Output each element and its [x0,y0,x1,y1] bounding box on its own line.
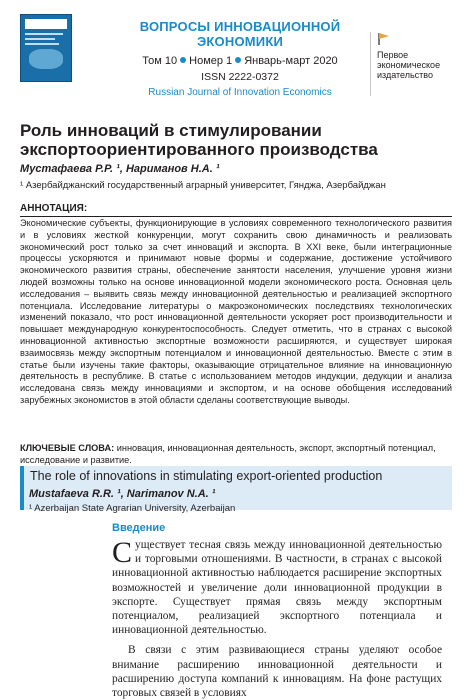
keywords-text: инновация, инновационная деятельность, экспорт, экспортный потенциал, исследование и развитие. [20,443,436,465]
issn: ISSN 2222-0372 [201,71,279,83]
cover-line [25,38,55,40]
abstract-heading: АННОТАЦИЯ: [20,203,452,217]
bullet-icon [180,57,186,63]
authors-en: Mustafaeva R.R. ¹, Narimanov N.A. ¹ [29,488,216,500]
paragraph-2: В связи с этим развивающиеся страны уделяют особое внимание расширению инновационной деятельности и расширению доступа компаний к инновациям. На фоне растущих торговых связей в условиях [112,644,442,700]
article-title-ru: Роль инноваций в стимулировании экспортоориентированного производства [20,121,378,159]
cover-map-graphic [29,49,63,69]
cover-line [25,43,59,45]
journal-info [110,14,370,98]
section-heading: Введение [112,522,166,534]
keywords [20,443,452,467]
issue-line [110,55,370,67]
cover-line [25,33,63,35]
cover-title-band [25,19,67,29]
publisher-block [370,32,459,96]
article-title-en: The role of innovations in stimulating export-oriented production [30,469,383,483]
issue-volume: Том 10 [142,55,178,67]
publisher-name: Первое экономическое издательство [377,50,441,80]
paragraph-1 [112,538,442,637]
paragraph-1-text: уществует тесная связь между инновационной деятельностью и торговыми отношениями. В частности, в странах с высокой инновационной активностью наблюдается расширение экспортных возможностей и увеличение доли инновационной продукции в экспорте. Существует прямая связь между экспортным потенциалом, реализацией экспортного потенциала и инновационной деятельностью. [112,539,442,637]
issue-number: Номер 1 [189,55,233,67]
flag-icon [377,32,391,46]
affiliation-en: ¹ Azerbaijan State Agrarian University, Azerbaijan [29,503,236,514]
abstract-text: Экономические субъекты, функционирующие в условиях современного технологического развития и в условиях жесткой конкуренции, могут сохранить свою динамичность и реализовать экономический рост только за счет инноваций и экспорта. В XXI веке, были интеграционные процессы ускоряются и принимают новые формы и содержание, достижение устойчивого экономического развития страны, обеспечение занятости населения, улучшение уровня жизни людей возможны только на основе инновационной модели экономического роста. Основная цель исследования – выявить связь между инновационной деятельностью и реализацией экспортного потенциала. Исследование литературы о макроэкономических последствиях технологических изменений показало, что рост инновационной деятельности ускоряет рост производительности и повышает международную конкурентоспособность. Следует отметить, что в странах с высокой инновационной активностью экспортные возможности расширяются, и существует широкая взаимосвязь между экспортным потенциалом и инновационной деятельностью. Вместе с этим в статье были изучены такие факторы, оказывающие отрицательное влияние на инновационную деятельность в республике. В статье с использованием методов индукции, дедукции и анализа исследована связь между инновациями и экспортом, и на основе обобщения исследований зарубежных экономистов в этой области сделаны соответствующие выводы. [20,218,452,405]
journal-header [20,14,452,96]
dropcap: С [112,536,133,569]
authors-ru: Мустафаева Р.Р. ¹, Нариманов Н.А. ¹ [20,163,220,175]
bullet-icon [235,57,241,63]
journal-cover-image [20,14,72,82]
journal-title-ru: ВОПРОСЫ ИННОВАЦИОННОЙ ЭКОНОМИКИ [139,19,341,49]
journal-title-en: Russian Journal of Innovation Economics [148,87,332,98]
affiliation-ru: ¹ Азербайджанский государственный аграрный университет, Гянджа, Азербайджан [20,180,386,191]
keywords-label: КЛЮЧЕВЫЕ СЛОВА: [20,443,115,453]
issue-date: Январь-март 2020 [244,55,338,67]
